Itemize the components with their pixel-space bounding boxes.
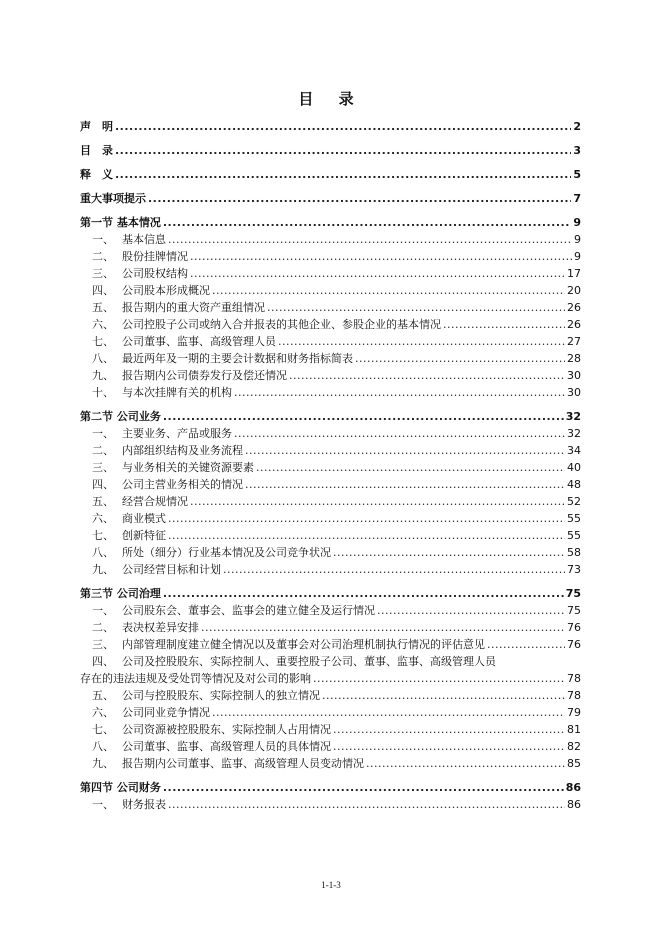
toc-subsection-entry[interactable] — [80, 231, 581, 248]
toc-dot-leader — [163, 408, 564, 425]
toc-entry-number: 六、 — [92, 512, 114, 525]
toc-subsection-entry[interactable] — [80, 755, 581, 772]
toc-entry-label: 第一节 基本情况 — [80, 216, 161, 229]
toc-entry-label: 所处（细分）行业基本情况及公司竞争状况 — [122, 546, 331, 559]
toc-entry-number: 十、 — [92, 386, 114, 399]
toc-section-entry[interactable] — [80, 142, 581, 159]
toc-subsection-entry[interactable] — [80, 367, 581, 384]
toc-dot-leader — [163, 779, 564, 796]
toc-entry-label: 公司经营目标和计划 — [122, 563, 221, 576]
toc-dot-leader — [256, 459, 565, 476]
toc-entry-number: 七、 — [92, 529, 114, 542]
toc-entry-number: 九、 — [92, 757, 114, 770]
toc-page-number: 86 — [567, 798, 581, 811]
toc-page-number: 9 — [573, 216, 581, 229]
toc-entry-label: 公司与控股股东、实际控制人的独立情况 — [122, 689, 320, 702]
toc-dot-leader — [201, 619, 565, 636]
toc-subsection-entry[interactable] — [80, 316, 581, 333]
toc-page-number: 28 — [567, 352, 581, 365]
toc-entry-number: 七、 — [92, 335, 114, 348]
toc-entry-label: 公司及控股股东、实际控制人、重要控股子公司、董事、监事、高级管理人员 — [122, 655, 496, 668]
toc-page-number: 48 — [567, 478, 581, 491]
toc-page-number: 26 — [567, 318, 581, 331]
toc-subsection-entry[interactable] — [80, 425, 581, 442]
toc-subsection-entry[interactable] — [80, 299, 581, 316]
toc-page-number: 34 — [567, 444, 581, 457]
toc-dot-leader — [212, 282, 565, 299]
toc-page-number: 78 — [567, 672, 581, 685]
toc-page-number: 85 — [567, 757, 581, 770]
toc-dot-leader — [366, 755, 565, 772]
toc-dot-leader — [115, 166, 571, 183]
toc-entry-number: 五、 — [92, 301, 114, 314]
toc-dot-leader — [234, 384, 565, 401]
toc-entry-label: 与本次挂牌有关的机构 — [122, 386, 232, 399]
toc-page-number: 2 — [573, 120, 581, 133]
toc-entry-label: 公司董事、监事、高级管理人员的具体情况 — [122, 740, 331, 753]
toc-dot-leader — [148, 190, 571, 207]
toc-entry-label: 内部管理制度建立健全情况以及董事会对公司治理机制执行情况的评估意见 — [122, 638, 485, 651]
toc-page-number: 52 — [567, 495, 581, 508]
toc-entry-number: 四、 — [92, 478, 114, 491]
toc-entry-label: 主要业务、产品或服务 — [122, 427, 232, 440]
toc-dot-leader — [278, 333, 565, 350]
toc-entry-number: 六、 — [92, 706, 114, 719]
toc-dot-leader — [355, 350, 565, 367]
toc-dot-leader — [313, 670, 565, 687]
toc-entry-number: 九、 — [92, 369, 114, 382]
toc-subsection-entry[interactable] — [80, 384, 581, 401]
toc-page-number: 86 — [565, 781, 581, 794]
toc-entry-number: 二、 — [92, 621, 114, 634]
toc-entry-label: 商业模式 — [122, 512, 166, 525]
page-title: 目 录 — [298, 90, 364, 108]
toc-dot-leader — [322, 687, 565, 704]
toc-subsection-entry[interactable] — [80, 442, 581, 459]
toc-subsection-entry[interactable] — [80, 493, 581, 510]
toc-subsection-entry[interactable] — [80, 561, 581, 578]
toc-entry-label: 股份挂牌情况 — [122, 250, 188, 263]
toc-page-number: 55 — [567, 529, 581, 542]
toc-dot-leader — [163, 585, 564, 602]
toc-dot-leader — [115, 118, 571, 135]
toc-entry-number: 四、 — [92, 655, 114, 668]
toc-subsection-entry[interactable] — [80, 265, 581, 282]
toc-page-number: 17 — [567, 267, 581, 280]
toc-page-number: 30 — [567, 386, 581, 399]
toc-entry-label: 财务报表 — [122, 798, 166, 811]
toc-page-number: 7 — [573, 192, 581, 205]
toc-dot-leader — [190, 248, 572, 265]
toc-subsection-entry[interactable] — [80, 476, 581, 493]
toc-subsection-entry[interactable] — [80, 687, 581, 704]
toc-subsection-entry[interactable] — [80, 282, 581, 299]
toc-page-number: 30 — [567, 369, 581, 382]
toc-entry-number: 八、 — [92, 740, 114, 753]
toc-entry-number: 四、 — [92, 284, 114, 297]
toc-subsection-entry[interactable] — [80, 704, 581, 721]
toc-subsection-entry[interactable] — [80, 510, 581, 527]
toc-section-entry[interactable] — [80, 585, 581, 602]
toc-entry-number: 一、 — [92, 798, 114, 811]
toc-entry-label: 第四节 公司财务 — [80, 781, 161, 794]
toc-section-entry[interactable] — [80, 118, 581, 135]
toc-dot-leader — [443, 316, 565, 333]
toc-page-number: 75 — [565, 587, 581, 600]
toc-subsection-entry[interactable] — [80, 796, 581, 813]
toc-entry-label: 公司董事、监事、高级管理人员 — [122, 335, 276, 348]
toc-entry-label: 基本信息 — [122, 233, 166, 246]
toc-page-number: 73 — [567, 563, 581, 576]
toc-dot-leader — [223, 561, 565, 578]
toc-entry-label: 公司股东会、董事会、监事会的建立健全及运行情况 — [122, 604, 375, 617]
toc-entry-number: 五、 — [92, 689, 114, 702]
toc-page-number: 27 — [567, 335, 581, 348]
toc-entry-number: 三、 — [92, 267, 114, 280]
toc-dot-leader — [333, 738, 565, 755]
toc-dot-leader — [115, 142, 571, 159]
toc-dot-leader — [289, 367, 565, 384]
toc-dot-leader — [212, 704, 565, 721]
page-number-footer: 1-1-3 — [321, 880, 341, 890]
toc-entry-label: 报告期内公司董事、监事、高级管理人员变动情况 — [122, 757, 364, 770]
toc-dot-leader — [267, 299, 565, 316]
toc-subsection-entry[interactable] — [80, 350, 581, 367]
toc-subsection-entry[interactable] — [80, 602, 581, 619]
toc-page-number: 32 — [565, 410, 581, 423]
toc-entry-label: 内部组织结构及业务流程 — [122, 444, 243, 457]
toc-dot-leader — [190, 493, 565, 510]
toc-dot-leader — [245, 476, 565, 493]
toc-subsection-entry[interactable] — [80, 738, 581, 755]
toc-subsection-entry[interactable] — [80, 459, 581, 476]
toc-entry-label: 公司主营业务相关的情况 — [122, 478, 243, 491]
toc-entry-label: 重大事项提示 — [80, 192, 146, 205]
toc-section-entry[interactable] — [80, 190, 581, 207]
toc-dot-leader — [377, 602, 565, 619]
table-of-contents — [80, 118, 581, 813]
toc-entry-number: 一、 — [92, 604, 114, 617]
toc-section-entry[interactable] — [80, 214, 581, 231]
toc-subsection-entry[interactable] — [80, 636, 581, 653]
toc-entry-number: 一、 — [92, 427, 114, 440]
toc-entry-label: 公司控股子公司或纳入合并报表的其他企业、参股企业的基本情况 — [122, 318, 441, 331]
toc-page-number: 82 — [567, 740, 581, 753]
toc-entry-label: 表决权差异安排 — [122, 621, 199, 634]
toc-page-number: 40 — [567, 461, 581, 474]
toc-subsection-entry[interactable] — [80, 619, 581, 636]
toc-entry-label: 经营合规情况 — [122, 495, 188, 508]
toc-page-number: 26 — [567, 301, 581, 314]
toc-dot-leader — [168, 796, 565, 813]
toc-subsection-entry[interactable] — [80, 721, 581, 738]
toc-page-number: 76 — [567, 638, 581, 651]
toc-page-number: 20 — [567, 284, 581, 297]
toc-entry-label: 公司同业竞争情况 — [122, 706, 210, 719]
toc-page-number: 76 — [567, 621, 581, 634]
toc-entry-number: 二、 — [92, 250, 114, 263]
toc-entry-label: 报告期内公司债券发行及偿还情况 — [122, 369, 287, 382]
toc-dot-leader — [163, 214, 572, 231]
toc-subsection-entry[interactable] — [80, 544, 581, 561]
toc-entry-label: 第三节 公司治理 — [80, 587, 161, 600]
toc-page-number: 75 — [567, 604, 581, 617]
toc-entry-number: 三、 — [92, 461, 114, 474]
toc-page-number: 58 — [567, 546, 581, 559]
toc-entry-label: 公司股本形成概况 — [122, 284, 210, 297]
toc-entry-number: 七、 — [92, 723, 114, 736]
toc-entry-label: 声 明 — [80, 120, 113, 133]
toc-page-number: 32 — [567, 427, 581, 440]
toc-entry-number: 八、 — [92, 546, 114, 559]
toc-dot-leader — [245, 442, 565, 459]
toc-subsection-entry[interactable] — [80, 653, 581, 687]
toc-subsection-entry[interactable] — [80, 248, 581, 265]
toc-entry-label: 释 义 — [80, 168, 113, 181]
toc-section-entry[interactable] — [80, 166, 581, 183]
toc-dot-leader — [234, 425, 565, 442]
toc-dot-leader — [190, 265, 565, 282]
toc-dot-leader — [168, 510, 565, 527]
toc-entry-number: 八、 — [92, 352, 114, 365]
toc-page-number: 9 — [574, 233, 581, 246]
toc-entry-label: 公司股权结构 — [122, 267, 188, 280]
toc-entry-label: 目 录 — [80, 144, 113, 157]
toc-dot-leader — [487, 636, 565, 653]
toc-page-number: 9 — [574, 250, 581, 263]
toc-entry-label: 创新特征 — [122, 529, 166, 542]
toc-section-entry[interactable] — [80, 408, 581, 425]
toc-entry-label-continued: 存在的违法违规及受处罚等情况及对公司的影响 — [80, 672, 311, 685]
toc-page-number: 78 — [567, 689, 581, 702]
toc-section-entry[interactable] — [80, 779, 581, 796]
toc-entry-number: 九、 — [92, 563, 114, 576]
toc-entry-label: 报告期内的重大资产重组情况 — [122, 301, 265, 314]
toc-page-number: 3 — [573, 144, 581, 157]
toc-subsection-entry[interactable] — [80, 527, 581, 544]
toc-dot-leader — [168, 527, 565, 544]
toc-dot-leader — [333, 721, 565, 738]
toc-entry-label: 最近两年及一期的主要会计数据和财务指标简表 — [122, 352, 353, 365]
toc-subsection-entry[interactable] — [80, 333, 581, 350]
toc-entry-label: 第二节 公司业务 — [80, 410, 161, 423]
toc-dot-leader — [333, 544, 565, 561]
toc-page-number: 5 — [573, 168, 581, 181]
toc-entry-label: 公司资源被控股股东、实际控制人占用情况 — [122, 723, 331, 736]
toc-entry-number: 五、 — [92, 495, 114, 508]
toc-dot-leader — [168, 231, 572, 248]
toc-entry-number: 六、 — [92, 318, 114, 331]
toc-entry-number: 二、 — [92, 444, 114, 457]
toc-entry-number: 三、 — [92, 638, 114, 651]
toc-page-number: 55 — [567, 512, 581, 525]
toc-page-number: 79 — [567, 706, 581, 719]
toc-entry-number: 一、 — [92, 233, 114, 246]
toc-entry-label: 与业务相关的关键资源要素 — [122, 461, 254, 474]
toc-page-number: 81 — [567, 723, 581, 736]
